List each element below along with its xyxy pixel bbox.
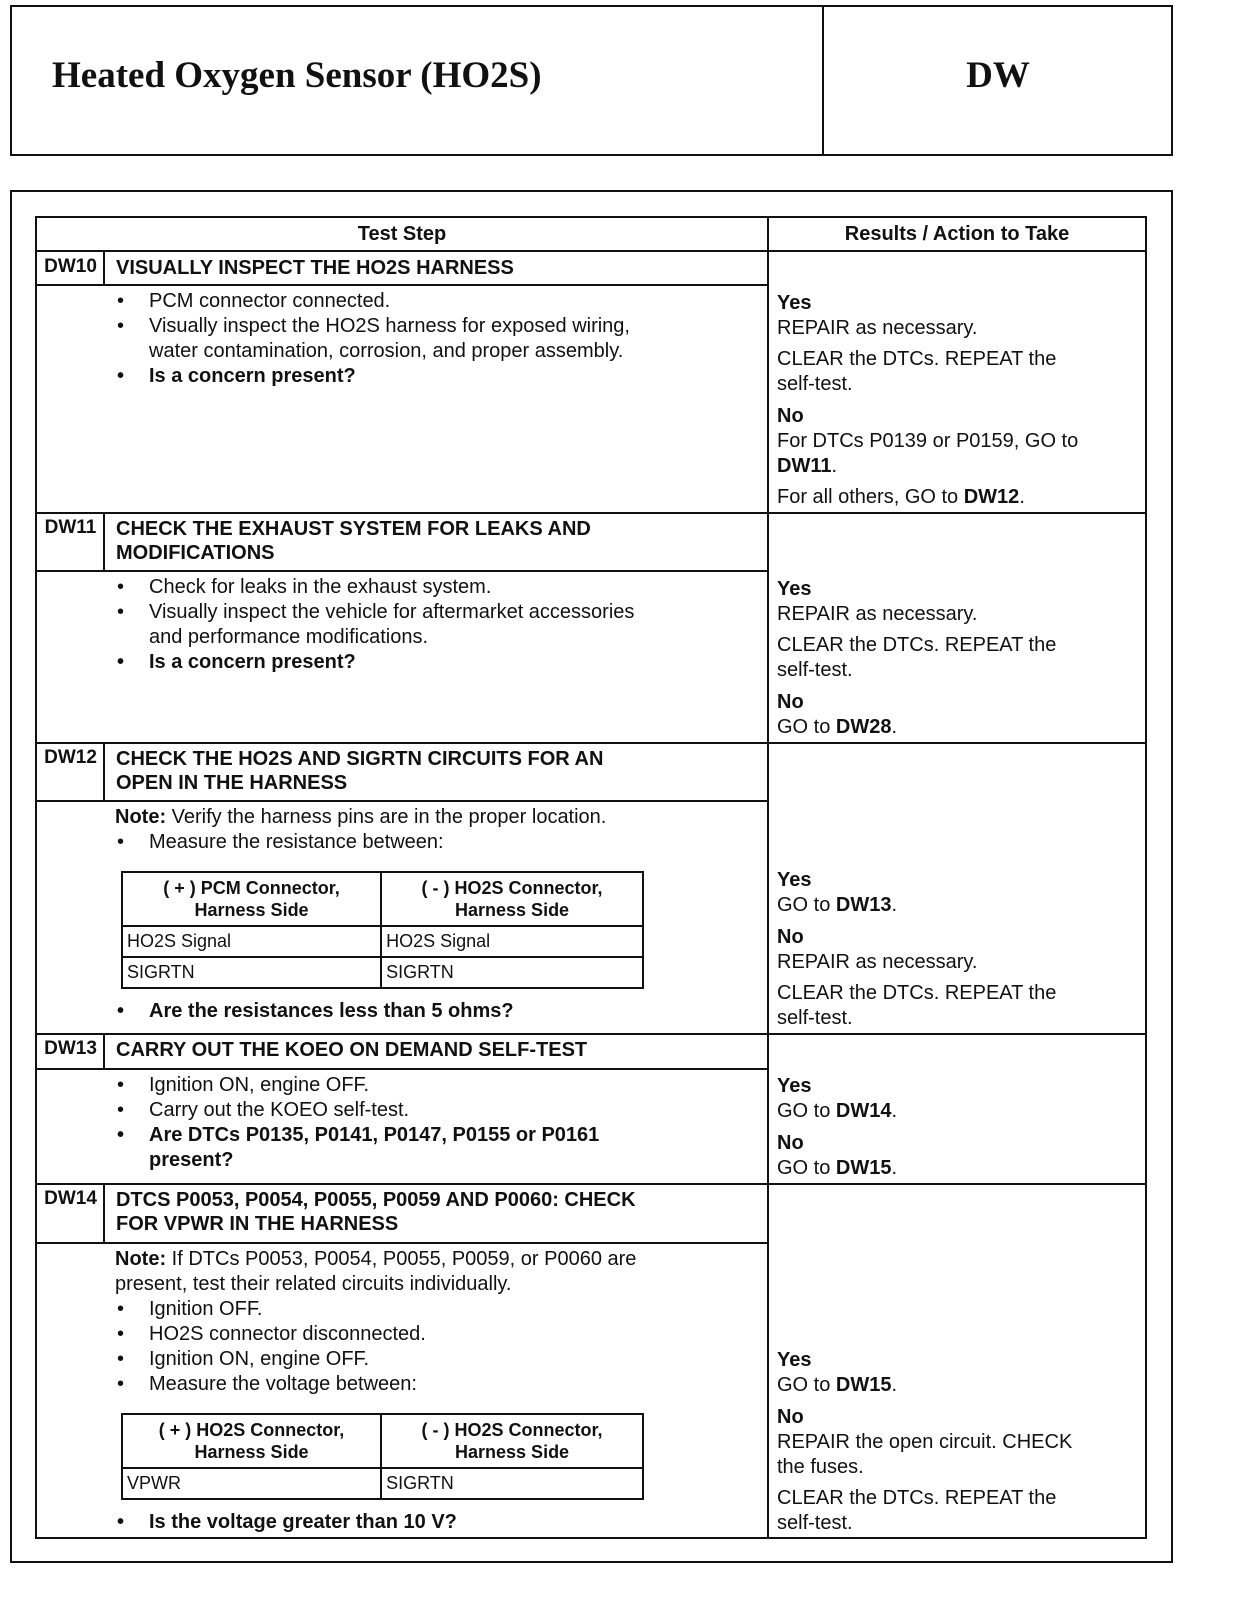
result-action <box>777 485 1142 510</box>
action-text: CLEAR the DTCs. REPEAT the self-test. <box>777 348 1057 395</box>
measurement-table-row <box>122 1468 643 1499</box>
result-action <box>777 715 1142 740</box>
step-results <box>777 1074 1142 1181</box>
step-body <box>115 289 760 389</box>
measurement-column-header: ( + ) HO2S Connector, Harness Side <box>122 1414 381 1468</box>
measurement-column-header: ( - ) HO2S Connector, Harness Side <box>381 872 643 926</box>
bullet-item: • Check for leaks in the exhaust system. <box>115 575 760 600</box>
result-action <box>777 633 1142 683</box>
action-text: . <box>891 1374 898 1396</box>
action-text: . <box>891 716 898 738</box>
action-text: For DTCs P0139 or P0159, GO to <box>777 430 1079 452</box>
measurement-cell: SIGRTN <box>122 957 381 988</box>
step-title-divider <box>35 1068 767 1070</box>
measurement-cell: HO2S Signal <box>122 926 381 957</box>
action-text: REPAIR the open circuit. CHECK the fuses. <box>777 1431 1073 1478</box>
action-text: . <box>831 455 838 477</box>
result-no-label: No <box>777 1406 804 1428</box>
step-title: VISUALLY INSPECT THE HO2S HARNESS <box>116 257 514 279</box>
note <box>115 805 760 830</box>
step-body <box>115 1247 760 1535</box>
measurement-column-header: ( + ) PCM Connector, Harness Side <box>122 872 381 926</box>
step-body <box>115 575 760 675</box>
measurement-table <box>121 871 644 989</box>
result-action <box>777 950 1142 975</box>
action-text: REPAIR as necessary. <box>777 603 978 625</box>
bullet-item: • Carry out the KOEO self-test. <box>115 1098 760 1123</box>
measurement-table-header <box>122 872 643 926</box>
test-question: • Are DTCs P0135, P0141, P0147, P0155 or P0161 present? <box>115 1123 760 1173</box>
step-title: CHECK THE EXHAUST SYSTEM FOR LEAKS AND MODIFICATIONS <box>116 518 591 564</box>
result-yes-label: Yes <box>777 869 812 891</box>
action-text: CLEAR the DTCs. REPEAT the self-test. <box>777 1487 1057 1534</box>
result-action <box>777 1156 1142 1181</box>
result-action <box>777 347 1142 397</box>
test-question: • Is a concern present? <box>115 364 760 389</box>
action-text: For all others, GO to <box>777 486 964 508</box>
measurement-table-header <box>122 1414 643 1468</box>
note-label: Note: <box>115 1248 167 1270</box>
action-text: GO to <box>777 1157 836 1179</box>
result-action <box>777 1430 1142 1480</box>
test-question: • Is the voltage greater than 10 V? <box>115 1510 760 1535</box>
action-text: . <box>891 1157 898 1179</box>
result-action <box>777 1486 1142 1536</box>
bullet-item: • PCM connector connected. <box>115 289 760 314</box>
result-action <box>777 981 1142 1031</box>
step-reference: DW15 <box>835 1374 892 1396</box>
step-results <box>777 1348 1142 1536</box>
step-reference: DW11 <box>777 455 832 477</box>
result-no-label: No <box>777 405 804 427</box>
result-action <box>777 429 1142 479</box>
step-title-divider <box>35 1242 767 1244</box>
action-text: . <box>1019 486 1025 508</box>
measurement-column-header: ( - ) HO2S Connector, Harness Side <box>381 1414 643 1468</box>
action-text: REPAIR as necessary. <box>777 317 978 339</box>
test-question: • Are the resistances less than 5 ohms? <box>115 999 760 1024</box>
action-text: GO to <box>777 1374 836 1396</box>
action-text: GO to <box>777 1100 836 1122</box>
action-text: . <box>891 894 898 916</box>
result-no-label: No <box>777 691 804 713</box>
step-reference: DW15 <box>835 1157 892 1179</box>
action-text: GO to <box>777 716 836 738</box>
action-text: . <box>891 1100 898 1122</box>
action-text: CLEAR the DTCs. REPEAT the self-test. <box>777 634 1057 681</box>
step-body <box>115 1073 760 1173</box>
result-action <box>777 1373 1142 1398</box>
column-header-results: Results / Action to Take <box>844 223 1070 245</box>
bullet-item: • Measure the voltage between: <box>115 1372 760 1397</box>
column-header-test-step: Test Step <box>357 223 447 245</box>
bullet-item: • Ignition OFF. <box>115 1297 760 1322</box>
step-id: DW10 <box>44 256 97 277</box>
result-no-label: No <box>777 1132 804 1154</box>
measurement-table-row <box>122 957 643 988</box>
note-text: If DTCs P0053, P0054, P0055, P0059, or P0060 are present, test their related circuits individually. <box>115 1248 637 1295</box>
step-title-divider <box>35 284 767 286</box>
bullet-item: • Ignition ON, engine OFF. <box>115 1347 760 1372</box>
result-action <box>777 602 1142 627</box>
step-results <box>777 868 1142 1031</box>
step-results <box>777 291 1142 510</box>
bullet-item: • HO2S connector disconnected. <box>115 1322 760 1347</box>
step-reference: DW13 <box>835 894 892 916</box>
step-results <box>777 577 1142 740</box>
action-text: CLEAR the DTCs. REPEAT the self-test. <box>777 982 1057 1029</box>
bullet-item: • Measure the resistance between: <box>115 830 760 855</box>
result-action <box>777 893 1142 918</box>
step-id: DW11 <box>44 517 97 538</box>
result-no-label: No <box>777 926 804 948</box>
step-title: CARRY OUT THE KOEO ON DEMAND SELF-TEST <box>116 1039 588 1061</box>
bullet-item: • Ignition ON, engine OFF. <box>115 1073 760 1098</box>
column-divider <box>767 216 769 1538</box>
step-id: DW14 <box>44 1188 97 1209</box>
result-yes-label: Yes <box>777 1075 812 1097</box>
note <box>115 1247 760 1297</box>
test-question: • Is a concern present? <box>115 650 760 675</box>
measurement-table <box>121 1413 644 1500</box>
result-action <box>777 316 1142 341</box>
step-title-divider <box>35 570 767 572</box>
measurement-table-row <box>122 926 643 957</box>
result-yes-label: Yes <box>777 292 812 314</box>
section-code: DW <box>966 55 1030 96</box>
step-reference: DW12 <box>963 486 1020 508</box>
step-title: CHECK THE HO2S AND SIGRTN CIRCUITS FOR AN OPEN IN THE HARNESS <box>116 748 604 794</box>
result-yes-label: Yes <box>777 578 812 600</box>
page-title: Heated Oxygen Sensor (HO2S) <box>52 55 542 96</box>
action-text: REPAIR as necessary. <box>777 951 978 973</box>
measurement-cell: VPWR <box>122 1468 381 1499</box>
result-yes-label: Yes <box>777 1349 812 1371</box>
note-label: Note: <box>115 806 167 828</box>
step-title: DTCS P0053, P0054, P0055, P0059 AND P0060: CHECK FOR VPWR IN THE HARNESS <box>116 1189 636 1235</box>
step-id: DW12 <box>44 747 97 768</box>
result-action <box>777 1099 1142 1124</box>
note-text: Verify the harness pins are in the proper location. <box>166 806 607 828</box>
step-id: DW13 <box>44 1038 97 1059</box>
action-text: GO to <box>777 894 836 916</box>
step-body <box>115 805 760 1024</box>
step-reference: DW14 <box>835 1100 892 1122</box>
step-title-divider <box>35 800 767 802</box>
bullet-item: • Visually inspect the HO2S harness for exposed wiring, water contamination, corrosion, and proper assembly. <box>115 314 760 364</box>
measurement-cell: HO2S Signal <box>381 926 643 957</box>
measurement-cell: SIGRTN <box>381 1468 643 1499</box>
bullet-item: • Visually inspect the vehicle for aftermarket accessories and performance modifications. <box>115 600 760 650</box>
measurement-cell: SIGRTN <box>381 957 643 988</box>
step-reference: DW28 <box>835 716 892 738</box>
